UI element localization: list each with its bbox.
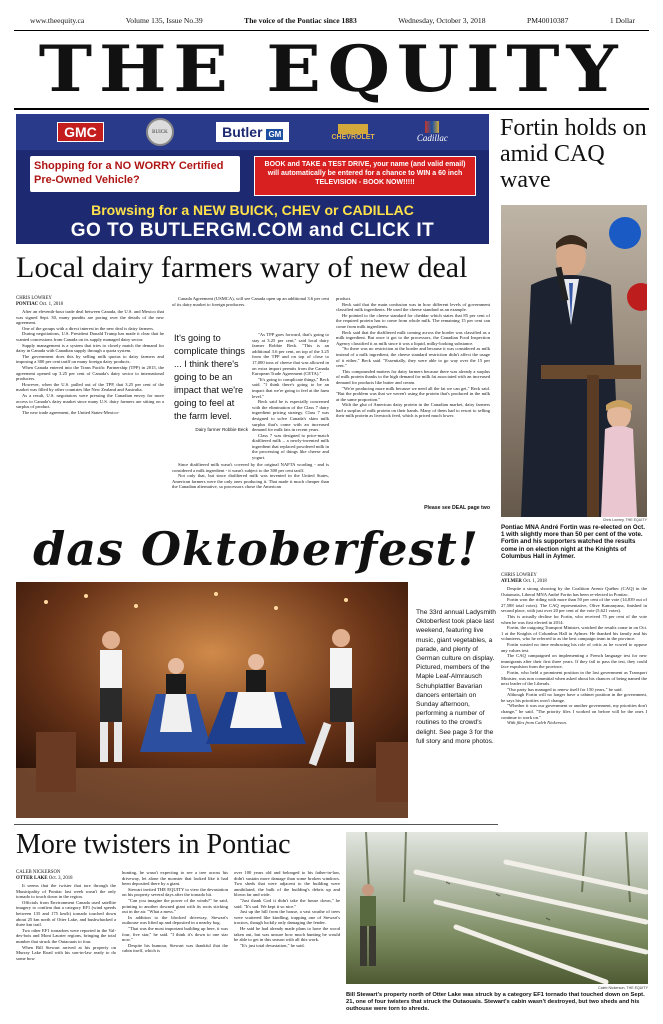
buick-logo: BUICK	[146, 118, 174, 146]
fortin-paragraph: The CAQ campaigned on implementing a French language test for new immigrants after their first three years. If they fail to pass the test, they could face expulsion from the province.	[501, 653, 647, 670]
fortin-body	[501, 586, 647, 824]
fortin-byline: CHRIS LOWREY	[501, 573, 537, 578]
price: 1 Dollar	[609, 15, 635, 25]
dairy-paragraph: After an eleventh-hour trade deal between Canada, the U.S. and Mexico that was signed Sept. 30, many pundits are poring over the details of the new agreement.	[16, 309, 164, 326]
butler-gm-logo: Butler GM	[216, 122, 289, 142]
twister-paragraph: Officials from Environment Canada used satellite imagery to confirm that a category EF1 (wind speeds between 135 and 175 km/h) tornado touched down about 25 km north of Otter Lake, and bushwhacked a three km trail.	[16, 899, 116, 928]
dairy-paragraph: The new trade agreement, the United States-Mexico-	[22, 409, 120, 415]
dairy-col-2-top	[172, 296, 329, 332]
fortin-paragraph: "Whether it was our government or another government, my priorities don't change," he said. "The priority files I worked on before will be the ones I continue to work on."	[501, 703, 647, 720]
oktoberfest-photo	[16, 582, 408, 818]
dairy-col-2-bottom	[172, 462, 329, 515]
dairy-pullquote	[172, 332, 248, 460]
dairy-byline: CHRIS LOWREY	[16, 296, 52, 301]
newspaper-title: THE EQUITY	[38, 32, 625, 107]
dairy-paragraph: One of the groups with a direct interest in the new deal is dairy farmers.	[22, 325, 155, 331]
fortin-headline: Fortin holds on amid CAQ wave	[500, 115, 647, 193]
ad-headline-1: Shopping for a NO WORRY Certified Pre-Owned Vehicle?	[30, 156, 240, 192]
twister-col-1	[16, 883, 116, 1017]
twister-photo-caption: Bill Stewart's property north of Otter Lake was struck by a category EF1 tornado that touched down on Sept. 21, one of four twisters that struck the Outaouais. Stewart's cabin wasn't destroyed, but two sheds and his outhouse were torn to shreds.	[346, 992, 645, 1012]
section-divider	[14, 824, 498, 825]
dairy-paragraph: Beck said he is especially concerned with the elimination of the Class 7 dairy ingredient pricing strategy. Class 7 was designed to solve Canada's skim milk surplus that's come with an increased demand for milk fats in recent years.	[252, 399, 329, 433]
oktoberfest-headline: das Oktoberfest!	[33, 522, 479, 576]
dairy-paragraph: product.	[336, 296, 352, 301]
dairy-paragraph: "As TPP goes forward, that's going to stay at 3.25 per cent," said local dairy farmer Robbie Beck. "This is an additional 3.6 per cent, on top of the 3.25 from the TPP and on top of close to 17,000 tons of cheese that was allowed in on extra import permits from the Canada European Trade Agreement (CETA)."	[252, 332, 329, 377]
fortin-paragraph: Although Fortin will no longer have a cabinet position in the government, he says his priorities won't change.	[501, 692, 647, 703]
chevrolet-logo: CHEVROLET	[332, 124, 375, 141]
oktoberfest-caption: The 33rd annual Ladysmith Oktoberfest took place last weekend, featuring live music, giant vegetables, a parade, and plenty of German culture on display. Pictured, members of the Maple Leaf-Almrausch Schuhplattler Bavarian dancers entertain on Sunday afternoon, performing a number of routines to the crowd's delight. See page 3 for the full story and more photos.	[416, 609, 496, 745]
dairy-paragraph: The government does this by selling milk quotas to dairy farmers and imposing a 300 per cent tariff on many foreign dairy products.	[16, 353, 164, 365]
dairy-paragraph: This compounded matters for dairy farmers because there was already a surplus of milk protein thanks to the high demand for milk fat associated with an increased demand for products like butter and cream.	[336, 368, 490, 385]
fortin-paragraph: Despite a strong showing by the Coalition Avenir Québec (CAQ) in the Outaouais, Liberal MNA André Fortin has been re-elected in Pontiac.	[501, 586, 647, 597]
dancers-photo-illustration	[16, 582, 408, 818]
fortin-dateline: AYLMER Oct. 1, 2018	[501, 579, 547, 584]
dairy-paragraph: During negotiations, U.S. President Donald Trump has made it clear that he wanted concessions from Canada on its supply managed dairy sector.	[16, 331, 164, 342]
fortin-paragraph: "Our party has managed to renew itself for 150 years," he said.	[507, 686, 623, 692]
ad-cta[interactable]: GO TO BUTLERGM.COM and CLICK IT	[70, 220, 435, 241]
dairy-paragraph: Beck said that the main confusion was in how different levels of government classified milk ingredients. He used the cheese standard as an example.	[336, 301, 490, 313]
dairy-headline: Local dairy farmers wary of new deal	[16, 251, 468, 284]
twister-paragraph: Just up the hill from the house, a vast swathe of trees were scattered like kindling, trapping one of Stewart's tractors, though luckily only damaging the fender.	[234, 909, 340, 926]
masthead-info-bar	[30, 14, 635, 26]
dairy-paragraph: When Canada entered into the Trans Pacific Partnership (TPP) in 2015, the agreement opened up 3.25 per cent of Canada's dairy sector to international producers.	[16, 364, 164, 382]
twister-col-3	[234, 870, 340, 1018]
twister-paragraph: He said he had already made plans to have the wood taken out, but was unsure how much hunting he would be able to get in this season with all this work.	[234, 925, 340, 943]
twister-paragraph: When Bill Stewart arrived at his property on Murray Lake Road with his son-in-law ready to do some bow	[16, 944, 116, 961]
ad-contest-box: BOOK and TAKE a TEST DRIVE, your name (and valid email) will automatically be entered for a chance to WIN a 60 inch TELEVISION - BOOK NOW!!!!!	[254, 156, 476, 196]
dairy-col-2-wrap	[252, 332, 329, 460]
fallen-trees-illustration	[346, 832, 648, 984]
fortin-photo-credit: Chris Lowrey, THE EQUITY	[602, 518, 647, 522]
volume-issue: Volume 135, Issue No.39	[125, 15, 203, 25]
dairy-jump-link[interactable]: Please see DEAL page two	[424, 505, 490, 511]
twister-dateline: OTTER LAKE Oct. 3, 2018	[16, 876, 73, 881]
dairy-paragraph: Not only that, but since diafiltered milk was invented in the United States, American farmers were the only ones producing it. That made it much cheaper than the Canadian alternative, so processors chose the American	[172, 473, 329, 490]
fortin-paragraph: Fortin won the riding with more than 50 per cent of the vote (14,839 out of 27,588 total votes). The CAQ representative, Olive Kamanyana, finished in second place, with just over 20 per cent of the vote (5,621 votes).	[501, 597, 647, 614]
dairy-paragraph: Beck said that the diafiltered milk coming across the border was classified as a milk ingredient. But once it got to the processors, the Canadian Food Inspection Agency classified it as milk since it was a liquid, milky-looking substance.	[336, 329, 490, 346]
twister-paragraph: In addition to the blocked driveway, Stewart's outhouse was lifted up and deposited in a nearby bog.	[122, 914, 228, 926]
twister-paragraph: Despite his humour, Stewart was thankful that the cabin itself, which is	[122, 942, 228, 954]
masthead-rule-bottom	[14, 108, 649, 110]
fortin-paragraph: Fortin, who held a prominent position in the last government as Transport Minister, was non committal when asked about his chances of being named the next leader of the Liberals.	[501, 669, 647, 687]
twister-photo	[346, 832, 648, 984]
dairy-col-1	[16, 309, 164, 515]
dairy-paragraph: However, when the U.S. pulled out of the TPP, that 3.25 per cent of the market was filled by other countries like New Zealand and Australia.	[16, 381, 164, 393]
dairy-paragraph: With the glut of American dairy protein in the Canadian market, dairy farmers had a surplus of milk protein on their hands. Many of them had to resort to selling their milk protein as livestock feed, which is priced much lower.	[336, 402, 490, 419]
fortin-paragraph: Fortin, the outgoing Transport Minister, watched the results come in on Oct. 1 at the Knights of Columbus Hall in Aylmer. He thanked his family and his volunteers, who he referred to as the best campaign team in the province.	[501, 625, 647, 642]
dairy-dateline: PONTIAC Oct. 1, 2018	[16, 302, 64, 307]
dairy-paragraph: "We're producing more milk because we need all the fat we can get," Beck said. "But the problem was that we weren't using the protein that's produced in the milk at the same proportion."	[336, 385, 490, 402]
butler-gm-ad[interactable]	[16, 114, 489, 244]
twister-paragraph: Two other EF1 tornadoes were reported in the Val-des-bois and Mont Laurier regions, bringing the total number that struck the Outaouais to four.	[16, 927, 116, 944]
issue-date: Wednesday, October 3, 2018	[398, 15, 486, 25]
fortin-photo	[501, 205, 647, 517]
twister-byline: CALEB NICKERSON	[16, 870, 61, 875]
dairy-paragraph: Canada Agreement (USMCA), will see Canada open up an additional 3.6 per cent of its dairy market to foreign producers.	[172, 296, 329, 307]
dairy-paragraph: As a result, U.S. negotiators were pressing the Canadian envoy for more access to Canada's dairy market since many U.S. dairy farmers are sitting on a surplus of product.	[16, 392, 164, 410]
twister-paragraph: "Just thank God it didn't take the house down," he said. "It's sad. We kept it so nice."	[234, 897, 340, 909]
dairy-paragraph: "It's going to complicate things," Beck said. "I think there's going to be an impact that we're going to feel at the farm level."	[252, 376, 329, 399]
fortin-files-note: With files from Caleb Nickerson.	[507, 720, 567, 726]
pullquote-attribution: Dairy farmer Robbie Beck	[195, 427, 248, 432]
fortin-paragraph: This is actually decline for Fortin, who received 75 per cent of the vote when he was first elected in 2014.	[501, 613, 647, 625]
dairy-paragraph: Class 7 was designed to price-match diafiltered milk – a newly-invented milk ingredient that replaced powdered milk in the processing of things like cheese and yogurt.	[252, 432, 329, 460]
twister-col-2	[122, 870, 228, 1018]
dairy-paragraph: Since diafiltered milk wasn't covered by the original NAFTA wording - and is considered a milk ingredient - it wasn't subject to the 300 per cent tariff.	[172, 462, 329, 473]
twister-paragraph: It seems that the twister that tore through the Municipality of Pontiac last week wasn't the only tornado to touch down in the region.	[16, 883, 116, 900]
twister-paragraph: hunting, he wasn't expecting to see a tree across his driveway, let alone the monster that looked like it had been deposited there by a giant.	[122, 870, 228, 887]
dairy-paragraph: "So there was no restriction at the border and because it was considered as milk instead of a milk ingredient, the cheese standard restriction didn't affect the usage of it either," Beck said. "Essentially, they were able to go way over the 15 per cent."	[336, 346, 490, 369]
fortin-photo-illustration	[501, 205, 647, 517]
twister-paragraph: over 100 years old and belonged to his father-in-law, didn't sustain more damage than some broken windows. Two sheds that were adjacent to the building were annihilated, the bulk of the building's debris up and blown far and wide.	[234, 870, 340, 898]
twister-paragraph: "Can you imagine the power of the winds?" he said, pointing to another downed giant with its roots sticking out in the air. "What a mess."	[122, 897, 228, 915]
pm-number: PM40010387	[527, 15, 569, 25]
dairy-col-3	[336, 296, 490, 504]
masthead-rule-top	[14, 30, 649, 31]
dairy-paragraph: He pointed to the cheese standard for cheddar which states that 85 per cent of the required protein has to come from whole milk. The remaining 15 per cent can come from milk ingredients.	[336, 312, 490, 329]
twister-paragraph: "That was the most important building up here, it was four, five star," he said. "I think it's down to one star now."	[122, 925, 228, 943]
pullquote-text: It's going to complicate things ... I think there's going to be an impact that we're going to feel at the farm level.	[174, 333, 245, 421]
twister-photo-credit: Caleb Nickerson, THE EQUITY	[598, 986, 648, 990]
website-link[interactable]: www.theequity.ca	[30, 15, 85, 25]
ad-brand-strip	[16, 114, 489, 150]
twister-paragraph: "It's just total devastation," he said.	[240, 942, 305, 948]
gmc-logo: GMC	[57, 122, 104, 142]
fortin-paragraph: Fortin wasted no time embracing his role of critic as he vowed to oppose any values test.	[501, 641, 647, 653]
cadillac-logo: Cadillac	[417, 121, 448, 143]
tagline: The voice of the Pontiac since 1883	[244, 15, 357, 25]
fortin-photo-caption: Pontiac MNA André Fortin was re-elected on Oct. 1 with slightly more than 50 per cent of the vote. Fortin and his supporters watched the results come in on election night at the Knights of Columbus Hall in Aylmer.	[501, 524, 645, 560]
dairy-col-2	[172, 296, 329, 515]
twister-headline: More twisters in Pontiac	[16, 829, 291, 860]
twister-paragraph: Stewart invited THE EQUITY to view the devastation on his property several days after the tornado hit.	[122, 886, 228, 898]
ad-headline-2: Browsing for a NEW BUICK, CHEV or CADILLAC	[91, 202, 414, 218]
dairy-paragraph: Supply management is a system that tries to closely match the demand for dairy in Canada with Canadian supply through a quota system.	[16, 342, 164, 354]
